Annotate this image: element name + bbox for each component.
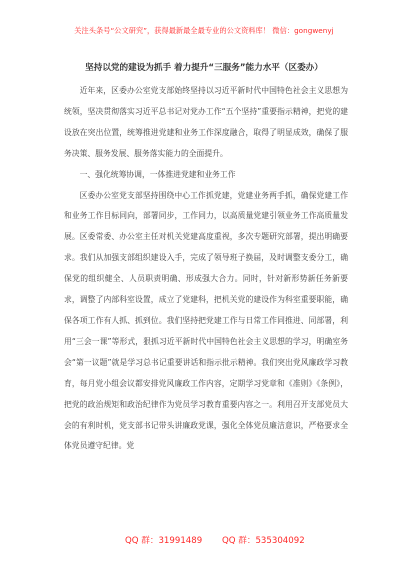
footer-qq-group-left: QQ 群：31991489: [125, 536, 203, 546]
footer-qq-group-right: QQ 群：535304092: [222, 536, 305, 546]
header-banner: 关注头条号“公文研究”，获得最新最全最专业的公文资料库！ 微信：gongwenyj: [74, 26, 334, 35]
section-heading: 一、强化统筹协调，一体推进党建和业务工作: [79, 169, 236, 179]
body-paragraph: 区委办公室党支部坚持围绕中心工作抓党建，党建业务两手抓，确保党建工作和业务工作目标同向，部署同步，工作同力，以高质量党建引领业务工作高质量发展。区委常委、办公室主任对机关党建高度重视，多次专题研究部署，提出明确要求。我们从加强支部组织建设入手，完成了领导班子换届，及时调整支委分工，确保党的组织健全、人员职责明确、形成强大合力。同时，针对新形势新任务新要求，调整了内部科室设置，成立了党建科，把机关党的建设作为科室重要职能，确保各项工作有人抓、抓到位。我们坚持把党建工作与日常工作同推进、同部署，利用“三会一课”等形式，狠抓习近平新时代中国特色社会主义思想的学习，明确室务会“第一议题”就是学习总书记重要讲话和指示批示精神。我们突出党风廉政学习教育，每月党小组会议都安排党风廉政工作内容，定期学习党章和《准则》《条例》，把党的政治规矩和政治纪律作为党员学习教育重要内容之一。利用召开支部党员大会的有利时机，党支部书记带头讲廉政党课，强化全体党员廉洁意识，严格要求全体党员遵守纪律。党: [64, 190, 348, 451]
body-paragraph: 近年来，区委办公室党支部始终坚持以习近平新时代中国特色社会主义思想为统领，坚决贯彻落实习近平总书记对党办工作“五个坚持”重要指示精神，把党的建设放在突出位置，统筹推进党建和业务工作深度融合，取得了明显成效，确保了服务决策、服务发展、服务落实能力的全面提升。: [64, 86, 348, 158]
document-title: 坚持以党的建设为抓手 着力提升“三服务”能力水平（区委办）: [85, 63, 323, 73]
footer: [0, 534, 408, 548]
document-body: [64, 81, 348, 457]
